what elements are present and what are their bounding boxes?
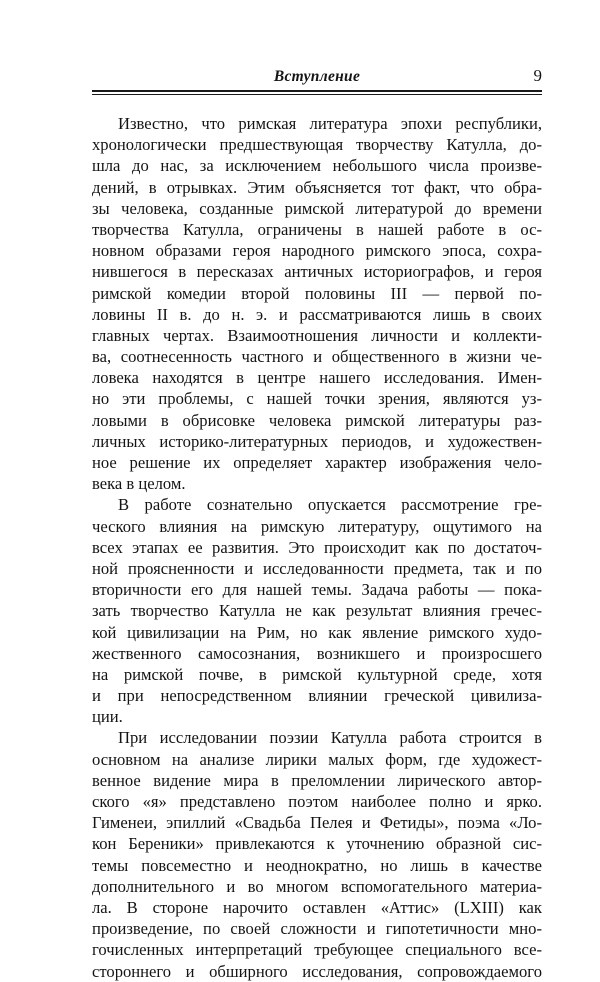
text-line: Известно, что римская литература эпохи республики, (118, 114, 542, 133)
text-line: гочисленных интерпретаций требующее специального все- (92, 940, 542, 960)
text-line: ловыми в обрисовке человека римской литературы раз- (92, 410, 542, 430)
text-line: нившегося в пересказах античных историографов, и героя (92, 262, 542, 282)
text-line: новном образами героя народного римского эпоса, сохра- (92, 241, 542, 261)
body-text (92, 113, 542, 982)
text-line: ва, соотнесенность частного и общественного в жизни че- (92, 347, 542, 367)
text-line: произведение, по своей сложности и гипотетичности мно- (92, 919, 542, 939)
text-line: дополнительного и во многом вспомогательного материа- (92, 876, 542, 896)
header-rule-thin (92, 94, 542, 95)
running-title: Вступление (273, 68, 361, 85)
book-page (92, 66, 542, 982)
text-line: кон Береники» привлекаются к уточнению образной сис- (92, 834, 542, 854)
text-line: В работе сознательно опускается рассмотрение гре- (118, 495, 542, 515)
text-line: основном на анализе лирики малых форм, где художест- (92, 749, 542, 769)
header-rule-thick (92, 90, 542, 92)
text-line: ное решение их определяет характер изображения чело- (92, 453, 542, 472)
page-number: 9 (533, 66, 542, 85)
text-line: жественного самосознания, возникшего и произросшего (92, 643, 542, 663)
text-line: ловины II в. до н. э. и рассматриваются лишь в своих (92, 304, 542, 324)
text-line: вторичности его для нашей темы. Задача работы — пока- (92, 580, 542, 600)
text-line: на римской почве, в римской культурной среде, хотя (92, 664, 542, 684)
text-line: личных историко-литературных периодов, и художествен- (92, 431, 542, 451)
text-line: хронологически предшествующая творчеству Катулла, до- (92, 135, 542, 155)
text-line: века в целом. (92, 474, 186, 494)
text-line: главных чертах. Взаимоотношения личности и коллекти- (92, 325, 542, 345)
text-line: шла до нас, за исключением небольшого числа произве- (92, 156, 542, 176)
text-line: но эти проблемы, с нашей точки зрения, являются уз- (92, 389, 542, 409)
text-line: и при непосредственном влиянии греческой цивилиза- (92, 686, 542, 706)
text-line: Гименеи, эпиллий «Свадьба Пелея и Фетиды», поэма «Ло- (92, 813, 542, 833)
paragraph-1 (92, 113, 542, 494)
running-head (92, 66, 542, 90)
text-line: темы повсеместно и неоднократно, но лишь в качестве (92, 855, 542, 875)
text-line: творчества Катулла, ограничены в нашей работе в ос- (92, 219, 542, 239)
text-line: зать творчество Катулла не как результат влияния гречес- (92, 601, 542, 621)
text-line: римской комедии второй половины III — первой по- (92, 283, 542, 303)
text-line: венное видение мира в преломлении лирического автор- (92, 770, 542, 790)
text-line: ции. (92, 707, 123, 727)
text-line: зы человека, созданные римской литературой до времени (92, 198, 542, 218)
text-line: стороннего и обширного исследования, сопровождаемого (92, 961, 542, 981)
text-line: всех этапах ее развития. Это происходит как по достаточ- (92, 537, 542, 557)
text-line: ского «я» представлено поэтом наиболее полно и ярко. (92, 792, 542, 811)
text-line: При исследовании поэзии Катулла работа строится в (118, 728, 542, 748)
paragraph-2 (92, 494, 542, 727)
text-line: ловека находятся в центре нашего исследования. Имен- (92, 368, 542, 388)
text-line: ла. В стороне нарочито оставлен «Аттис» (LXIII) как (92, 897, 542, 917)
text-line: кой цивилизации на Рим, но как явление римского худо- (92, 622, 542, 642)
text-line: ной проясненности и исследованности предмета, так и по (92, 558, 542, 578)
text-line: дений, в отрывках. Этим объясняется тот факт, что обра- (92, 177, 542, 197)
paragraph-3 (92, 727, 542, 981)
text-line: ческого влияния на римскую литературу, ощутимого на (92, 516, 542, 536)
